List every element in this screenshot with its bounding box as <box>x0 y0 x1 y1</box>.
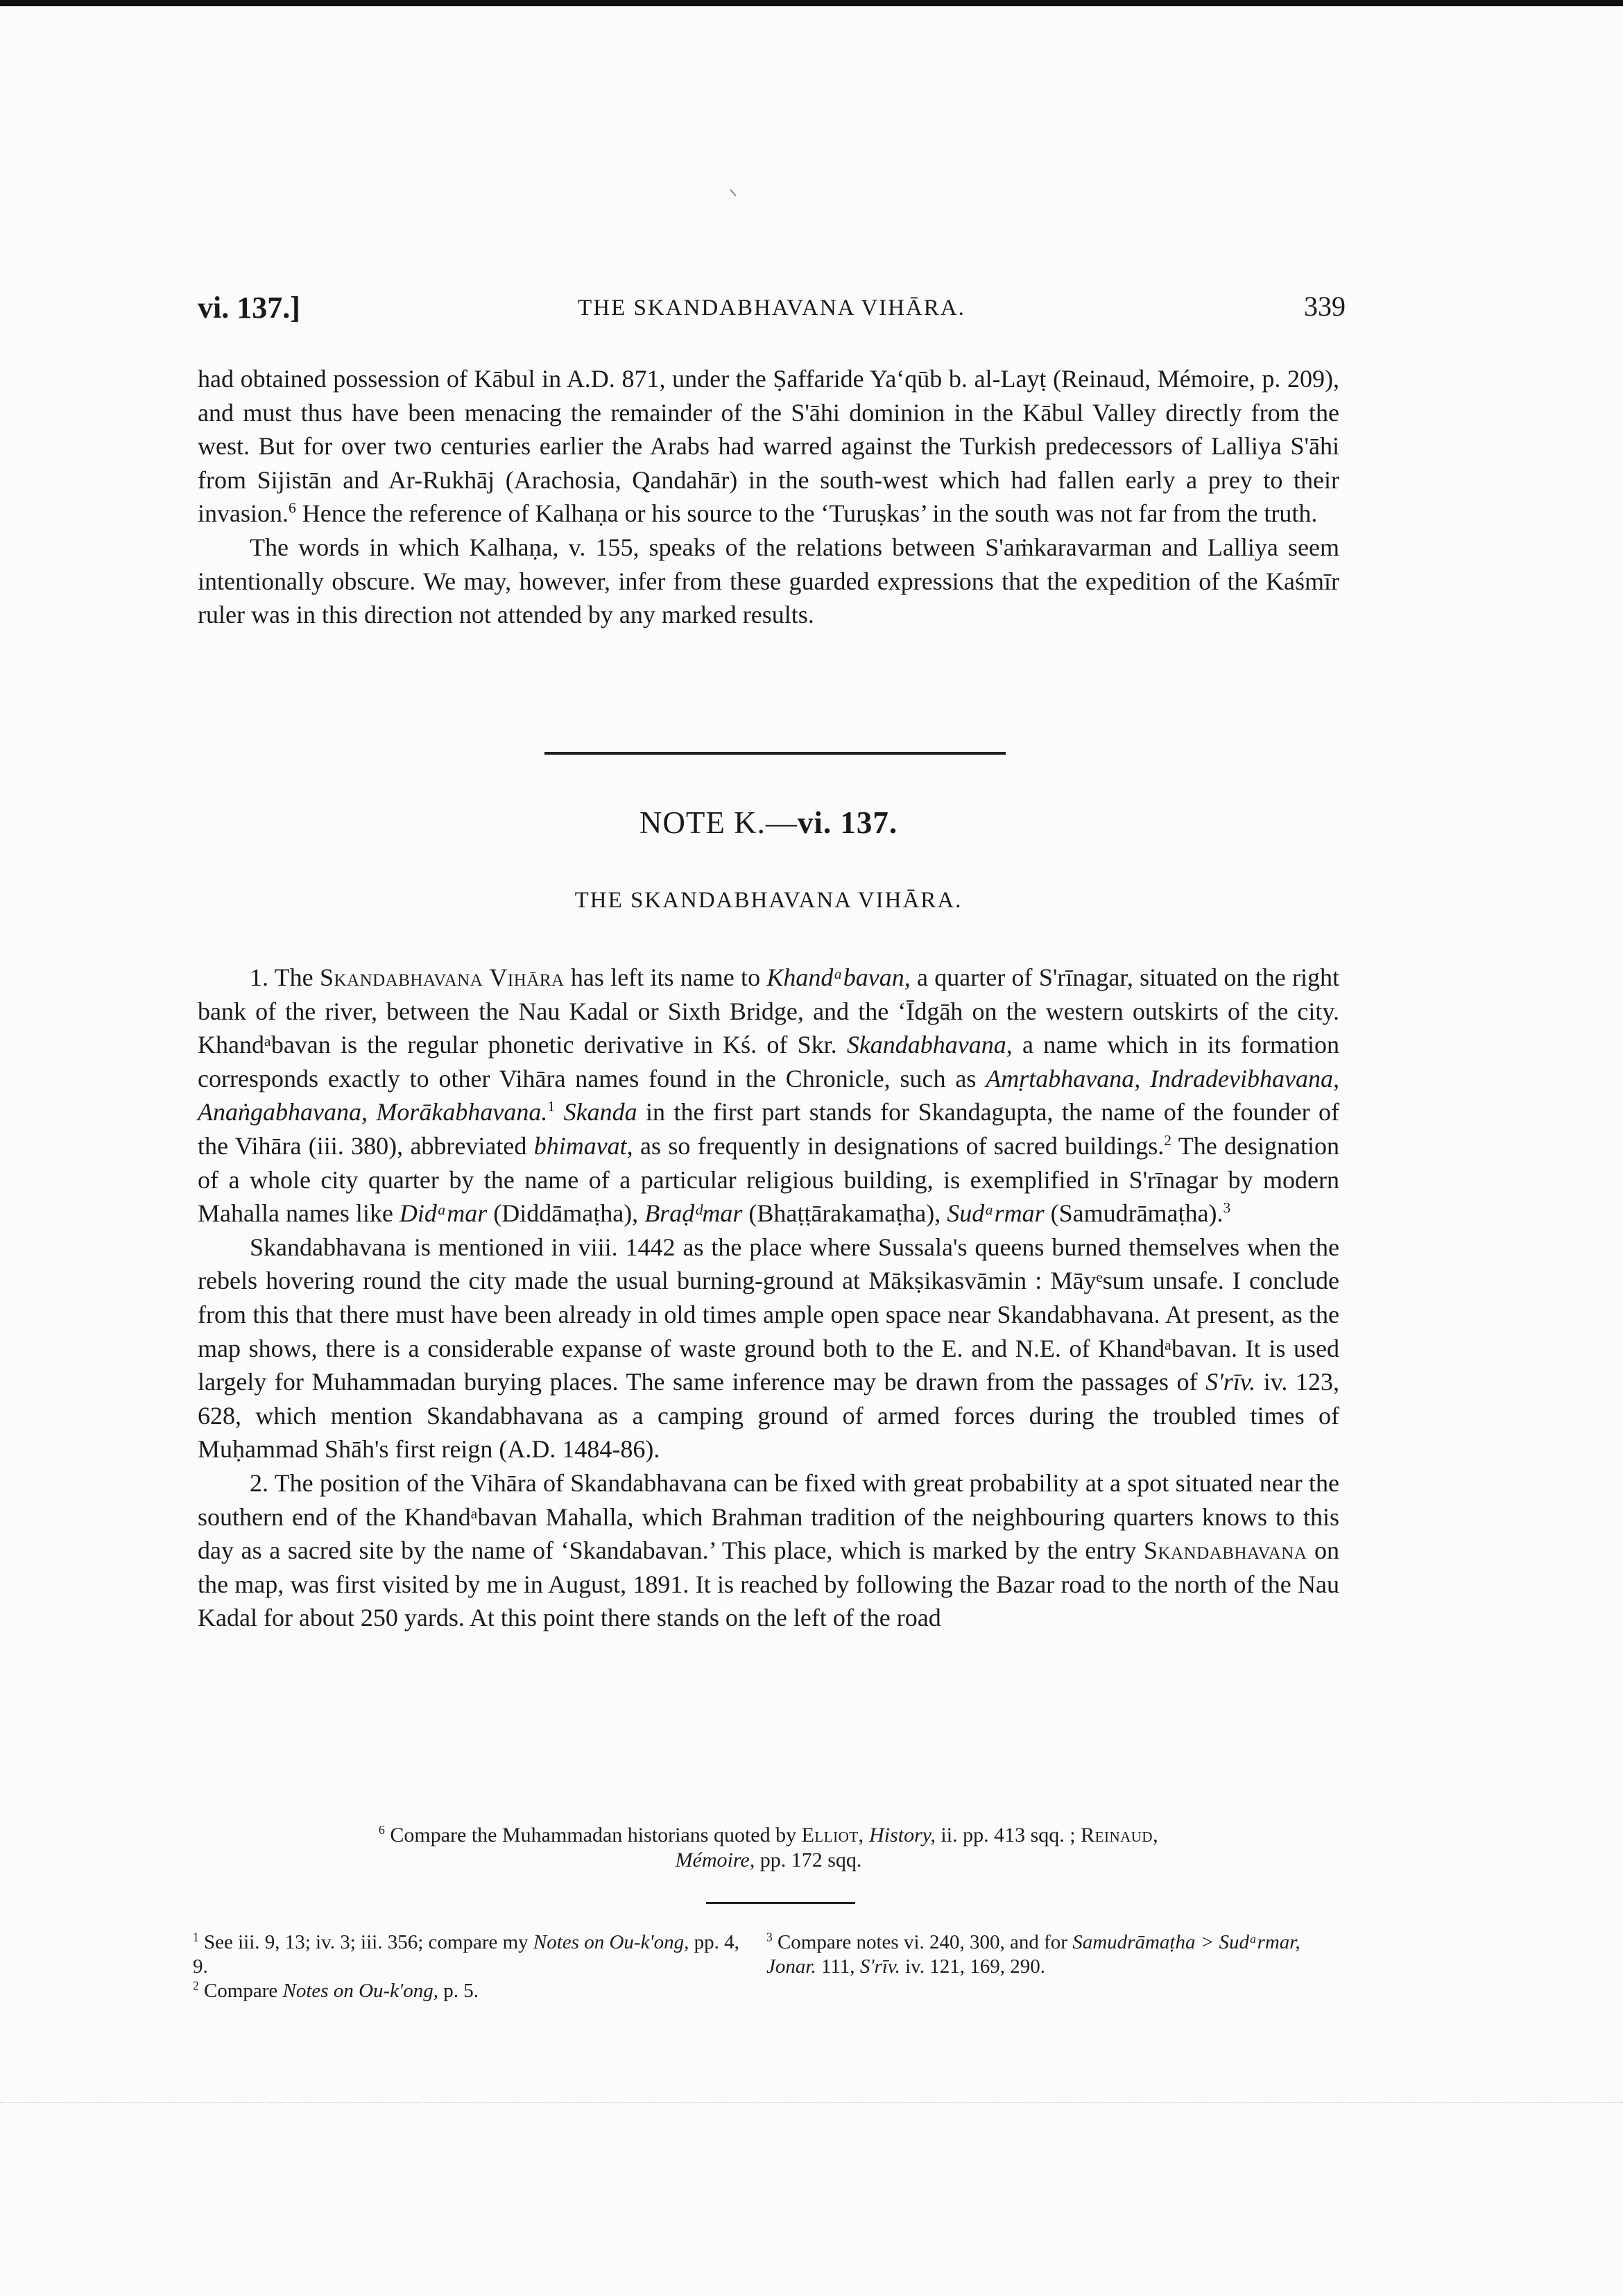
note-paragraph-1: 1. The Skandabhavana Vihāra has left its name to Khandᵃbavan, a quarter of S'rīnagar, situated on the right bank of the river, between the Nau Kadal or Sixth Bridge, and the ʻĪdgāh on the western outskirts of the city. Khandᵃbavan is the regular phonetic derivative in Kś. of Skr. Skandabhavana, a name which in its formation corresponds exactly to other Vihāra names found in the Chronicle, such as Amṛtabhavana, Indradevibhavana, Anaṅgabhavana, Morākabhavana.$^1$ Skanda in the first part stands for Skandagupta, the name of the founder of the Vihāra (iii. 380), abbreviated bhimavat, as so frequently in designations of sacred buildings.$^2$ The designation of a whole city quarter by the name of a particular religious building, is exemplified in S'rīnagar by modern Mahalla names like Didᵃmar (Diddāmaṭha), Braḍᵈmar (Bhaṭṭārakamaṭha), Sudᵃrmar (Samudrāmaṭha).$^3$ <box>198 963 1340 1228</box>
header-title: THE SKANDABHAVANA VIHĀRA. <box>578 295 965 320</box>
header-reference: vi. 137.] <box>198 291 300 325</box>
page-number: 339 <box>1304 291 1346 322</box>
intro-text <box>198 362 1339 632</box>
footnote-ref: 6 <box>289 499 296 517</box>
footnote-1: $^1$ See iii. 9, 13; iv. 3; iii. 356; compare my Notes on Ou-k'ong, pp. 4, 9. <box>193 1930 739 1978</box>
running-header <box>198 290 1346 332</box>
intro-paragraph-1: had obtained possession of Kābul in A.D. 871, under the Ṣaffaride Yaʻqūb b. al-Layṭ (Reinaud, Mémoire, p. 209), and must thus have been menacing the remainder of the S'āhi dominion in the Kābul Valley directly from the west. But for over two centuries earlier the Arabs had warred against the Turkish predecessors of Lalliya S'āhi from Sijistān and Ar-Rukhāj (Arachosia, Qandahār) in the south-west which had fallen early a prey to their invasion.$^6$ Hence the reference of Kalhaṇa or his source to the ‘Turuṣkas’ in the south was not far from the truth. <box>198 365 1339 528</box>
footnotes-right-column <box>766 1930 1349 1979</box>
note-paragraph-2: Skandabhavana is mentioned in viii. 1442 as the place where Sussala's queens burned themselves when the rebels hovering round the city made the usual burning-ground at Mākṣikasvāmin : Māyᵉsum unsafe. I conclude from this that there must have been already in old times ample open space near Skandabhavana. At present, as the map shows, there is a considerable expanse of waste ground both to the E. and N.E. of Khandᵃbavan. It is used largely for Muhammadan burying places. The same inference may be drawn from the passages of S'rīv. iv. 123, 628, which mention Skandabhavana as a camping ground of armed forces during the troubled times of Muḥammad Shāh's first reign (A.D. 1484-86). <box>198 1233 1339 1464</box>
footnote-3: $^3$ Compare notes vi. 240, 300, and for Samudrāmaṭha > Sudᵃrmar, Jonar. 111, S'rīv. iv. 121, 169, 290. <box>766 1930 1300 1978</box>
scan-mark <box>730 189 736 196</box>
note-subheading: THE SKANDABHAVANA VIHĀRA. <box>574 888 963 913</box>
intro-paragraph-2: The words in which Kalhaṇa, v. 155, speaks of the relations between S'aṁkaravarman and Lalliya seem intentionally obscure. We may, however, infer from these guarded expressions that the expedition of the Kaśmīr ruler was in this direction not attended by any marked results. <box>198 533 1339 629</box>
scan-dotted-line <box>0 2102 1623 2105</box>
footnote-2: $^2$ Compare Notes on Ou-k'ong, p. 5. <box>193 1978 479 2002</box>
note-heading: NOTE K.—vi. 137. <box>639 805 898 840</box>
note-body <box>198 961 1339 1635</box>
footnote-6: $^6$ Compare the Muhammadan historians quoted by Elliot, History, ii. pp. 413 sqq. ; Reinaud, Mémoire, pp. 172 sqq. <box>378 1823 1159 1871</box>
footnotes-left-column <box>193 1930 741 2003</box>
note-paragraph-3: 2. The position of the Vihāra of Skandabhavana can be fixed with great probability at a spot situated near the southern end of the Khandᵃbavan Mahalla, which Brahman tradition of the neighbouring quarters knows to this day as a sacred site by the name of ‘Skandabavan.’ This place, which is marked by the entry Skandabhavana on the map, was first visited by me in August, 1891. It is reached by following the Bazar road to the north of the Nau Kadal for about 250 yards. At this point there stands on the left of the road <box>198 1468 1339 1632</box>
section-divider <box>544 752 1006 755</box>
footnote-divider <box>706 1902 855 1904</box>
